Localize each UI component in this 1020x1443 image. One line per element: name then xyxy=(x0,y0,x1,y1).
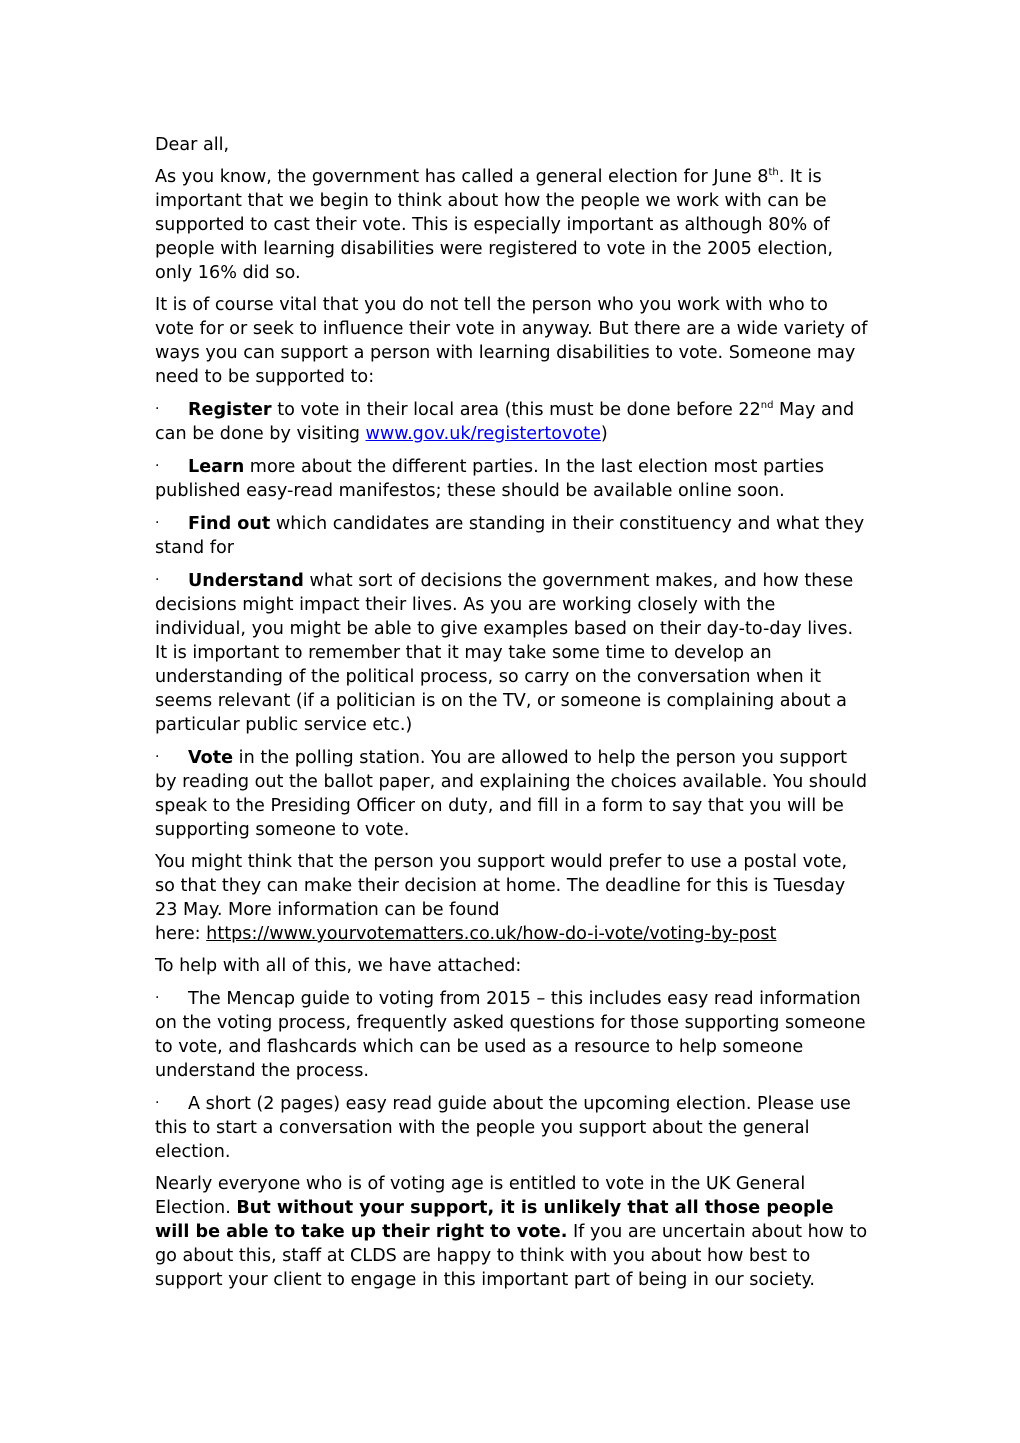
postal-vote-text: You might think that the person you support would prefer to use a postal vote, so that they can make their decision at home. The deadline for this is Tuesday 23 May. More information can be found xyxy=(155,852,848,920)
bullet-icon: · xyxy=(155,515,160,531)
support-item-find-out xyxy=(155,511,870,560)
support-item-keyword: Register xyxy=(188,400,272,420)
support-item-text: May and can be done by visiting xyxy=(155,400,855,444)
support-item-understand xyxy=(155,568,870,737)
support-item-vote xyxy=(155,745,870,842)
attachment-item-text: The Mencap guide to voting from 2015 – this includes easy read information on the voting process, frequently asked questions for those supporting someone to vote, and flashcards which can be used as a resource to help someone understand the process. xyxy=(155,989,866,1081)
support-item-text: what sort of decisions the government makes, and how these decisions might impact their lives. As you are working closely with the individual, you might be able to give examples based on their day-to-day lives. It is important to remember that it may take some time to develop an understanding of the political process, so carry on the conversation when it seems relevant (if a politician is on the TV, or someone is complaining about a particular public service etc.) xyxy=(155,571,854,735)
support-item-text: more about the different parties. In the last election most parties published easy-read manifestos; these should be available online soon. xyxy=(155,457,825,501)
register-to-vote-link[interactable]: www.gov.uk/registertovote xyxy=(365,424,601,444)
letter-body xyxy=(155,133,870,1300)
date-ordinal-suffix: nd xyxy=(760,400,774,411)
attachment-item-mencap-guide xyxy=(155,986,870,1083)
bullet-icon: · xyxy=(155,458,160,474)
bullet-icon: · xyxy=(155,990,160,1006)
intro-paragraph xyxy=(155,165,870,285)
postal-vote-link-prefix: here: xyxy=(155,924,207,944)
support-item-text: to vote in their local area (this must be done before 22 xyxy=(271,400,761,420)
support-item-text: which candidates are standing in their constituency and what they stand for xyxy=(155,514,865,558)
support-item-learn xyxy=(155,454,870,503)
support-item-register xyxy=(155,397,870,446)
support-item-keyword: Find out xyxy=(188,514,271,534)
date-ordinal-suffix: th xyxy=(768,167,779,178)
support-item-keyword: Learn xyxy=(188,457,245,477)
closing-text-start: Nearly everyone who is of voting age is entitled to vote in the UK General Election. xyxy=(155,1174,806,1218)
support-item-keyword: Understand xyxy=(188,571,304,591)
intro-text-end: . It is important that we begin to think about how the people we work with can be supported to cast their vote. This is especially important as although 80% of people with learning disabilities were registered to vote in the 2005 election, only 16% did so. xyxy=(155,167,833,283)
bullet-icon: · xyxy=(155,572,160,588)
bullet-icon: · xyxy=(155,1095,160,1111)
closing-text-end: If you are uncertain about how to go about this, staff at CLDS are happy to think with you about how best to support your client to engage in this important part of being in our society. xyxy=(155,1222,868,1290)
bullet-icon: · xyxy=(155,401,160,417)
closing-paragraph xyxy=(155,1172,870,1292)
attachments-intro: To help with all of this, we have attached: xyxy=(155,956,522,976)
intro-text-start: As you know, the government has called a general election for June 8 xyxy=(155,167,769,187)
greeting: Dear all, xyxy=(155,135,230,155)
attachment-item-text: A short (2 pages) easy read guide about the upcoming election. Please use this to start a conversation with the people you support about the general election. xyxy=(155,1094,851,1162)
postal-vote-link[interactable]: https://www.yourvotematters.co.uk/how-do-i-vote/voting-by-post xyxy=(206,924,777,944)
attachment-item-easy-read-guide xyxy=(155,1091,870,1164)
bullet-icon: · xyxy=(155,749,160,765)
support-item-keyword: Vote xyxy=(188,748,234,768)
guidance-paragraph: It is of course vital that you do not tell the person who you work with who to vote for or seek to influence their vote in anyway. But there are a wide variety of ways you can support a person with learning disabilities to vote. Someone may need to be supported to: xyxy=(155,295,868,387)
support-item-text: in the polling station. You are allowed to help the person you support by reading out the ballot paper, and explaining the choices available. You should speak to the Presiding Officer on duty, and fill in a form to say that you will be supporting someone to vote. xyxy=(155,748,868,840)
support-item-text: ) xyxy=(600,424,608,444)
postal-vote-paragraph xyxy=(155,850,870,946)
closing-emphasis: But without your support, it is unlikely that all those people will be able to take up their right to vote. xyxy=(155,1198,834,1242)
